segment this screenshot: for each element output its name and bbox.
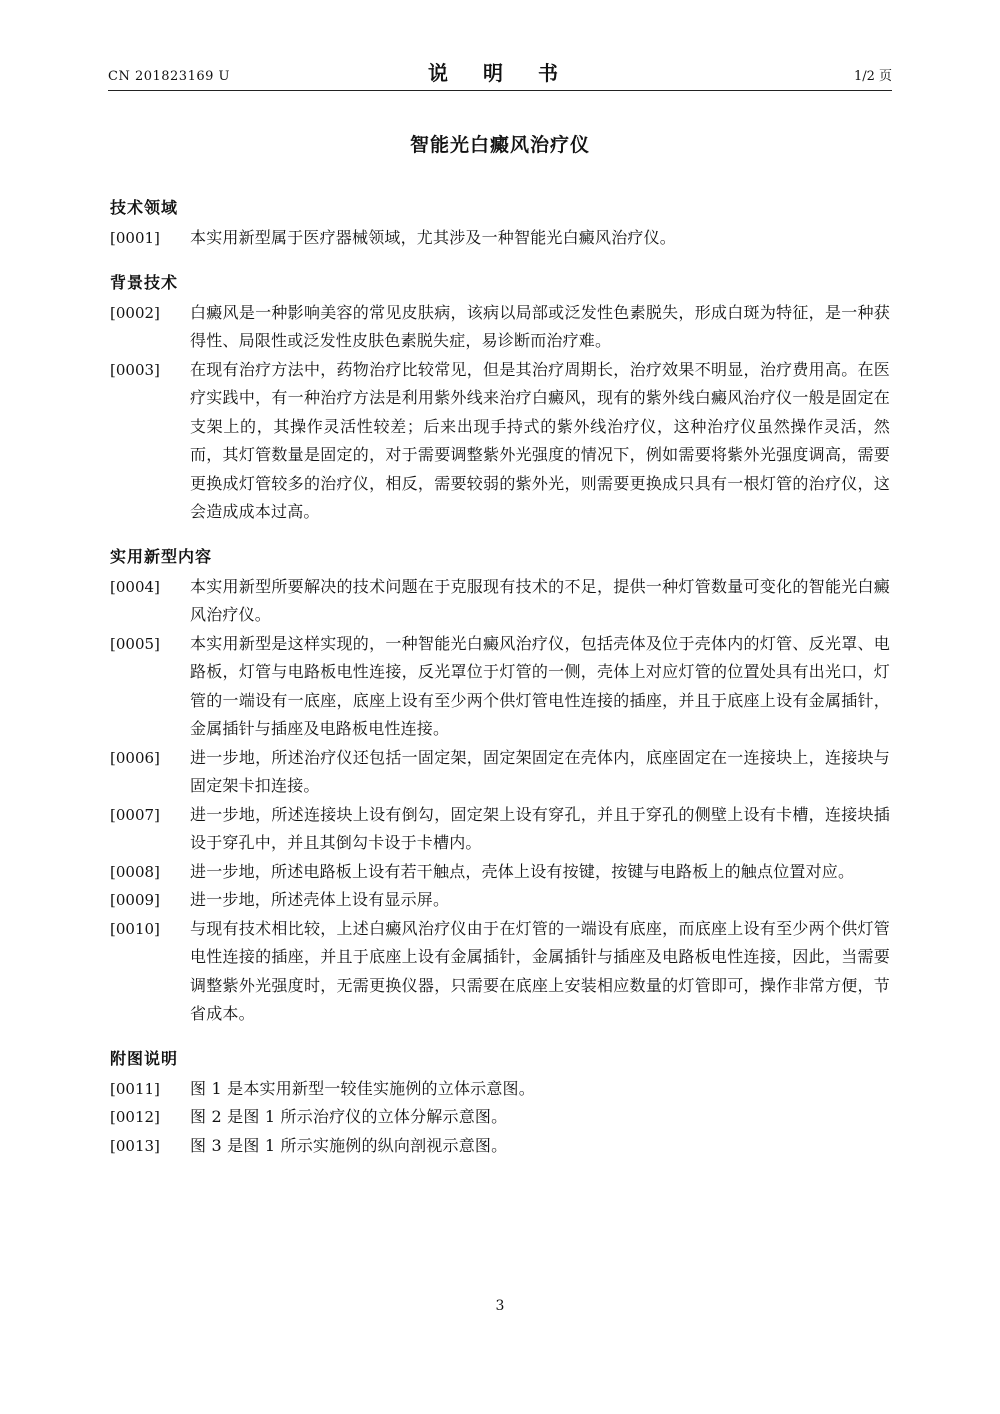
paragraph [110, 630, 890, 744]
paragraph-number: [0009] [110, 891, 160, 909]
section-figure-description [110, 1043, 890, 1161]
paragraph-number: [0005] [110, 634, 160, 653]
paragraph-text: 本实用新型属于医疗器械领域，尤其涉及一种智能光白癜风治疗仪。 [190, 228, 677, 247]
paragraph-text: 进一步地，所述连接块上设有倒勾，固定架上设有穿孔，并且于穿孔的侧壁上设有卡槽，连接块插设于穿孔中，并且其倒勾卡设于卡槽内。 [190, 804, 890, 852]
paragraph-number: [0003] [110, 360, 160, 379]
paragraph-text: 图 1 是本实用新型一较佳实施例的立体示意图。 [190, 1078, 535, 1098]
paragraph-number: [0010] [110, 919, 160, 938]
paragraph-number: [0008] [110, 862, 160, 881]
paragraph-number: [0006] [110, 748, 160, 767]
paragraph [110, 801, 890, 858]
paragraph-text: 进一步地，所述治疗仪还包括一固定架，固定架固定在壳体内，底座固定在一连接块上，连接块与固定架卡扣连接。 [190, 747, 890, 795]
paragraph [110, 744, 890, 801]
paragraph [110, 886, 890, 915]
document-body [110, 192, 890, 1174]
publication-number: CN 201823169 U [108, 69, 230, 84]
section-heading: 技术领域 [110, 198, 179, 217]
section-background [110, 267, 890, 527]
page-count: 1/2 页 [853, 69, 892, 84]
paragraph [110, 858, 890, 887]
section-heading: 背景技术 [110, 272, 179, 292]
page-number: 3 [495, 1298, 505, 1314]
page-header [108, 58, 892, 90]
paragraph-number: [0011] [110, 1079, 160, 1098]
paragraph-text: 在现有治疗方法中，药物治疗比较常见，但是其治疗周期长，治疗效果不明显，治疗费用高。在医疗实践中，有一种治疗方法是利用紫外线来治疗白癜风，现有的紫外线白癜风治疗仪一般是固定在支架上的，其操作灵活性较差；后来出现手持式的紫外线治疗仪，这种治疗仪虽然操作灵活，然而，其灯管数量是固定的，对于需要调整紫外光强度的情况下，例如需要将紫外光强度调高，需要更换成灯管较多的治疗仪，相反，需要较弱的紫外光，则需要更换成只具有一根灯管的治疗仪，这会造成成本过高。 [190, 359, 890, 521]
section-technical-field [110, 192, 890, 253]
paragraph [110, 1132, 890, 1161]
paragraph-number: [0007] [110, 805, 160, 824]
paragraph-number: [0001] [110, 229, 160, 247]
paragraph-number: [0002] [110, 303, 160, 322]
paragraph-text: 与现有技术相比较，上述白癜风治疗仪由于在灯管的一端设有底座，而底座上设有至少两个供灯管电性连接的插座，并且于底座上设有金属插针，金属插针与插座及电路板电性连接，因此，当需要调整紫外光强度时，无需更换仪器，只需要在底座上安装相应数量的灯管即可，操作非常方便，节省成本。 [190, 918, 890, 1023]
section-heading: 附图说明 [110, 1048, 179, 1068]
paragraph [110, 1075, 890, 1104]
paragraph-text: 本实用新型所要解决的技术问题在于克服现有技术的不足，提供一种灯管数量可变化的智能光白癜风治疗仪。 [190, 576, 890, 624]
paragraph-number: [0012] [110, 1108, 160, 1126]
paragraph [110, 915, 890, 1029]
paragraph-text: 白癜风是一种影响美容的常见皮肤病，该病以局部或泛发性色素脱失，形成白斑为特征，是一种获得性、局限性或泛发性皮肤色素脱失症，易诊断而治疗难。 [190, 302, 890, 350]
section-utility-model-content [110, 541, 890, 1029]
paragraph-text: 进一步地，所述壳体上设有显示屏。 [190, 890, 450, 909]
paragraph-text: 图 2 是图 1 所示治疗仪的立体分解示意图。 [190, 1107, 508, 1126]
paragraph-number: [0013] [110, 1136, 160, 1155]
paragraph [110, 356, 890, 527]
paragraph [110, 1103, 890, 1132]
section-heading: 实用新型内容 [110, 546, 213, 566]
paragraph [110, 224, 890, 253]
paragraph [110, 299, 890, 356]
paragraph-text: 进一步地，所述电路板上设有若干触点，壳体上设有按键，按键与电路板上的触点位置对应。 [190, 861, 855, 881]
document-title: 智能光白癜风治疗仪 [409, 134, 590, 156]
paragraph-number: [0004] [110, 577, 160, 596]
paragraph [110, 573, 890, 630]
paragraph-text: 图 3 是图 1 所示实施例的纵向剖视示意图。 [190, 1135, 508, 1155]
header-rule [108, 90, 892, 91]
document-type: 说 明 书 [428, 61, 572, 85]
paragraph-text: 本实用新型是这样实现的，一种智能光白癜风治疗仪，包括壳体及位于壳体内的灯管、反光罩、电路板，灯管与电路板电性连接，反光罩位于灯管的一侧，壳体上对应灯管的位置处具有出光口，灯管的一端设有一底座，底座上设有至少两个供灯管电性连接的插座，并且于底座上设有金属插针，金属插针与插座及电路板电性连接。 [190, 633, 890, 738]
